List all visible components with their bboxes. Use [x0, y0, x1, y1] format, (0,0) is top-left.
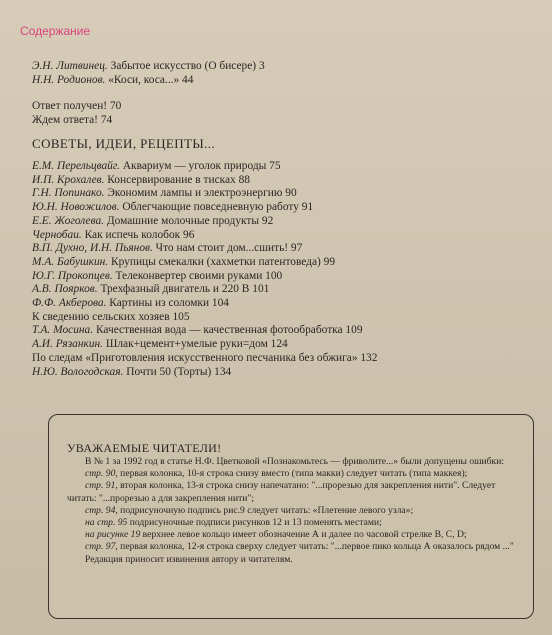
toc-entry	[32, 297, 377, 311]
errata-ref: стр. 94,	[85, 504, 118, 516]
toc-entry-title: Телеконвертер своими руками 100	[112, 269, 283, 282]
toc-entry-author: Ю.Г. Прокопцев.	[32, 269, 113, 282]
toc-entry-author: Ю.Н. Новожилов.	[32, 201, 120, 214]
notice-intro: В № 1 за 1992 год в статье Н.Ф. Цветковой «Познакомьтесь — фриволите...» были допущены ошибки:	[85, 456, 504, 467]
toc-entry-title: Экономим лампы и электроэнергию 90	[104, 187, 297, 200]
toc-entry-title: Консервирование в тисках 88	[104, 173, 250, 186]
section-title: СОВЕТЫ, ИДЕИ, РЕЦЕПТЫ...	[32, 136, 216, 151]
toc-entry-title: Ответ получен! 70	[32, 100, 122, 112]
toc-entry-author: И.П. Крохалев.	[32, 173, 105, 186]
toc-entry-title: Почти 50 (Торты) 134	[123, 365, 232, 378]
toc-entry-title: Качественная вода — качественная фотообработка 109	[93, 324, 363, 337]
errata-item	[67, 480, 523, 504]
errata-text: вторая колонка, 13-я строка снизу напечатано: "...прорезью для закрепления нити". Следует читать: "...прорезью а для закрепления нити";	[67, 480, 496, 504]
notice-closing: Редакция приносит извинения автору и читателям.	[85, 553, 293, 565]
errata-ref: стр. 90,	[85, 468, 118, 480]
toc-entry-title: По следам «Приготовления искусственного песчаника без обжига» 132	[32, 351, 378, 364]
toc-entry	[32, 366, 377, 380]
toc-entry	[32, 160, 377, 174]
toc-entries-block	[32, 160, 377, 379]
toc-entry-author: Н.Ю. Вологодская.	[32, 365, 124, 378]
toc-entry	[32, 338, 377, 352]
toc-entry	[32, 352, 377, 366]
errata-ref: на рисунке 19	[85, 529, 141, 541]
toc-entry-author: В.П. Духно, И.Н. Пьянов.	[32, 242, 153, 255]
toc-entry-author: Э.Н. Литвинец.	[32, 60, 108, 72]
toc-entry-author: Ф.Ф. Акберова.	[32, 297, 107, 310]
errata-ref: стр. 91,	[85, 480, 118, 492]
toc-entry-title: Облегчающие повседневную работу 91	[119, 201, 314, 214]
toc-entry-author: А.В. Поярков.	[32, 283, 98, 296]
toc-entry	[32, 283, 377, 297]
toc-entry-title: Шлак+цемент+умелые руки=дом 124	[103, 338, 288, 351]
toc-entry	[32, 100, 121, 114]
errata-text: первая колонка, 12-я строка сверху следует читать: "...первое пико кольца А оказалось рядом ..."	[117, 541, 514, 553]
toc-entry-author: Чернобаи.	[32, 228, 82, 241]
notice-title: УВАЖАЕМЫЕ ЧИТАТЕЛИ!	[67, 441, 222, 455]
toc-entry	[32, 60, 265, 74]
toc-entry-author: Г.Н. Попинако.	[32, 187, 105, 200]
toc-entry	[32, 324, 377, 338]
toc-entry	[32, 242, 377, 256]
toc-entry-title: Как испечь колобок 96	[81, 228, 195, 241]
toc-entry	[32, 174, 377, 188]
errata-text: подрисуночную подпись рис.9 следует читать: «Плетение левого узла»;	[117, 504, 414, 516]
toc-entry-author: Н.Н. Родионов.	[32, 73, 106, 86]
page-header: Содержание	[20, 24, 91, 38]
errata-item	[67, 541, 523, 553]
toc-entry-title: К сведению сельских хозяев 105	[32, 310, 190, 323]
toc-entry-title: Забытое искусство (О бисере) 3	[107, 60, 265, 72]
toc-entry-title: Крупицы смекалки (хахметки патентоведа) 99	[108, 255, 336, 268]
notice-body	[67, 456, 523, 566]
toc-top-block	[32, 60, 265, 87]
toc-entry-title: Аквариум — уголок природы 75	[119, 160, 281, 172]
toc-entry-author: Е.М. Перельцвайг.	[32, 160, 120, 172]
toc-entry-title: Картины из соломки 104	[106, 297, 229, 310]
errata-ref: стр. 97,	[85, 541, 118, 553]
toc-mid-block	[32, 100, 121, 127]
toc-entry	[32, 74, 265, 88]
errata-text: верхнее левое кольцо имеет обозначение А и далее по часовой стрелке В, С, D;	[140, 529, 467, 541]
toc-entry	[32, 201, 377, 215]
toc-entry-author: Е.Е. Жоголева.	[32, 214, 105, 227]
toc-entry-title: Домашние молочные продукты 92	[104, 214, 274, 227]
toc-entry	[32, 114, 121, 128]
toc-entry	[32, 229, 377, 243]
errata-item	[67, 468, 523, 480]
toc-entry-title: Ждем ответа! 74	[32, 113, 113, 126]
errata-item	[67, 529, 523, 541]
toc-entry	[32, 215, 377, 229]
toc-entry-author: М.А. Бабушкин.	[32, 255, 109, 268]
toc-entry-title: Что нам стоит дом...сшить! 97	[152, 242, 303, 255]
errata-text: первая колонка, 10-я строка снизу вместо (типа макки) следует читать (типа маккея);	[117, 468, 468, 480]
toc-entry	[32, 311, 377, 325]
toc-entry-author: А.И. Рязанкин.	[32, 338, 104, 351]
toc-entry	[32, 187, 377, 201]
toc-entry-author: Т.А. Мосина.	[32, 324, 94, 337]
toc-entry-title: «Коси, коса...» 44	[105, 73, 194, 86]
toc-entry	[32, 256, 377, 270]
errata-item	[67, 505, 523, 517]
errata-ref: на стр. 95	[85, 517, 128, 529]
toc-entry	[32, 270, 377, 284]
errata-notice-box	[48, 414, 534, 619]
toc-entry-title: Трехфазный двигатель и 220 В 101	[97, 283, 270, 296]
errata-item	[67, 517, 523, 529]
errata-text: подрисуночные подписи рисунков 12 и 13 поменять местами;	[127, 517, 382, 529]
